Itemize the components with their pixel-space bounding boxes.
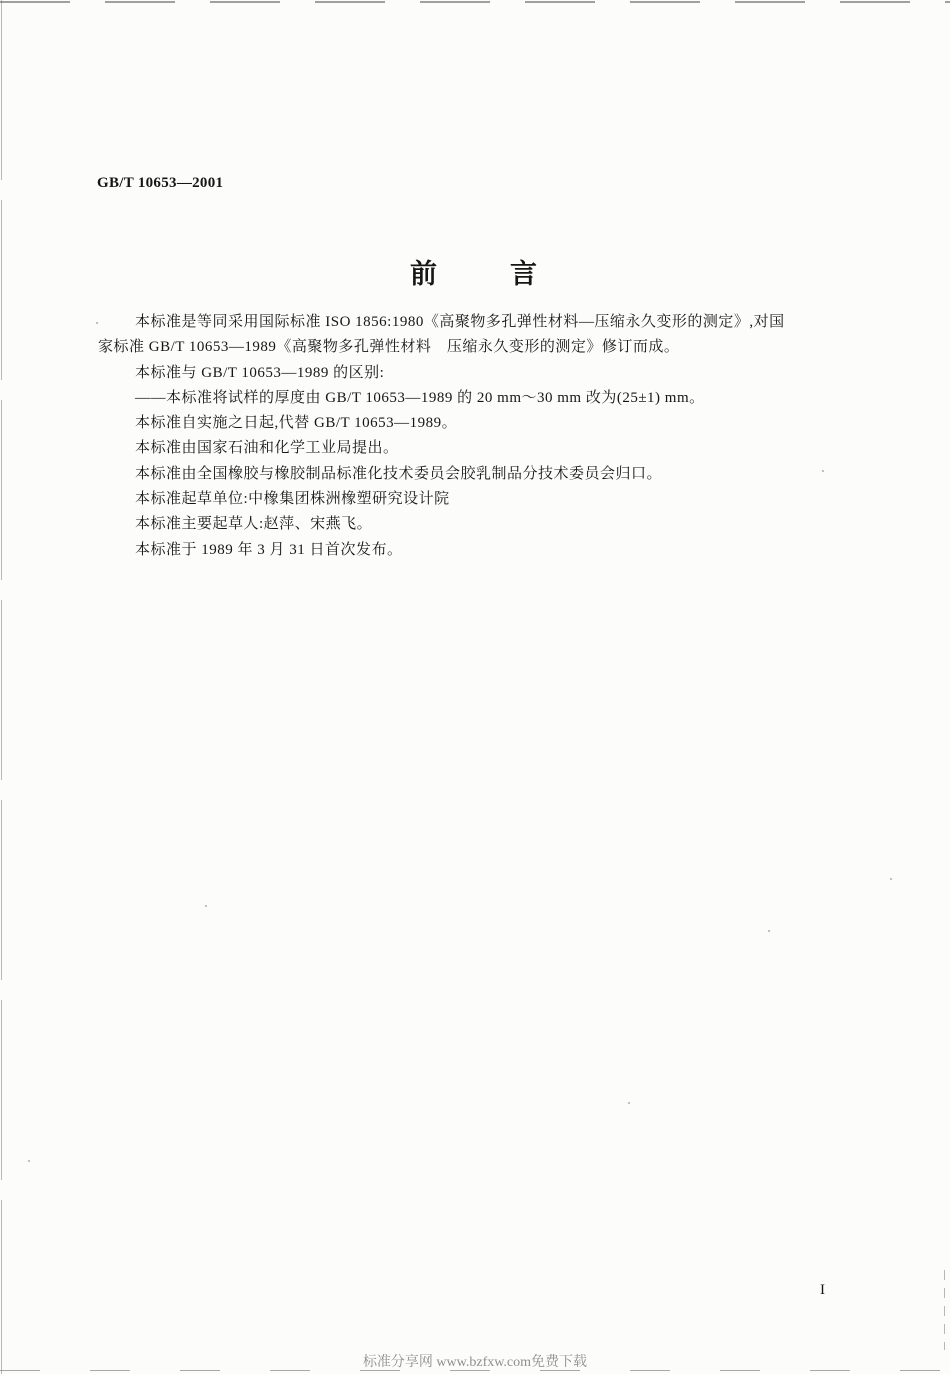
scan-speck bbox=[890, 878, 892, 880]
text-line: 本标准自实施之日起,代替 GB/T 10653—1989。 bbox=[135, 415, 458, 431]
scan-speck bbox=[96, 322, 98, 324]
text-line: ——本标准将试样的厚度由 GB/T 10653—1989 的 20 mm～30 mm 改为(25±1) mm。 bbox=[135, 390, 705, 406]
scan-speck bbox=[28, 1160, 30, 1162]
scan-edge-right bbox=[944, 1270, 945, 1350]
text-line: 本标准与 GB/T 10653—1989 的区别: bbox=[135, 365, 385, 381]
text-line: 本标准是等同采用国际标准 ISO 1856:1980《高聚物多孔弹性材料—压缩永久变形的测定》,对国 bbox=[135, 314, 785, 330]
section-title: 前 言 bbox=[410, 259, 560, 289]
scan-edge-left bbox=[1, 0, 2, 1374]
text-line: 本标准由国家石油和化学工业局提出。 bbox=[135, 440, 399, 456]
text-line: 本标准由全国橡胶与橡胶制品标准化技术委员会胶乳制品分技术委员会归口。 bbox=[135, 466, 663, 482]
text-line: 本标准主要起草人:赵萍、宋燕飞。 bbox=[135, 516, 373, 532]
scan-speck bbox=[768, 930, 770, 932]
scan-edge-top bbox=[0, 1, 950, 3]
footer-watermark: 标准分享网 www.bzfxw.com免费下载 bbox=[362, 1355, 588, 1370]
scan-speck bbox=[822, 470, 824, 472]
scan-speck bbox=[205, 905, 207, 907]
page-number: I bbox=[820, 1282, 825, 1298]
standard-number: GB/T 10653—2001 bbox=[97, 175, 224, 191]
text-line: 本标准于 1989 年 3 月 31 日首次发布。 bbox=[135, 542, 403, 558]
text-line: 本标准起草单位:中橡集团株洲橡塑研究设计院 bbox=[135, 491, 450, 507]
scan-speck bbox=[628, 1102, 630, 1104]
text-line: 家标准 GB/T 10653—1989《高聚物多孔弹性材料 压缩永久变形的测定》修订而成。 bbox=[98, 339, 680, 355]
